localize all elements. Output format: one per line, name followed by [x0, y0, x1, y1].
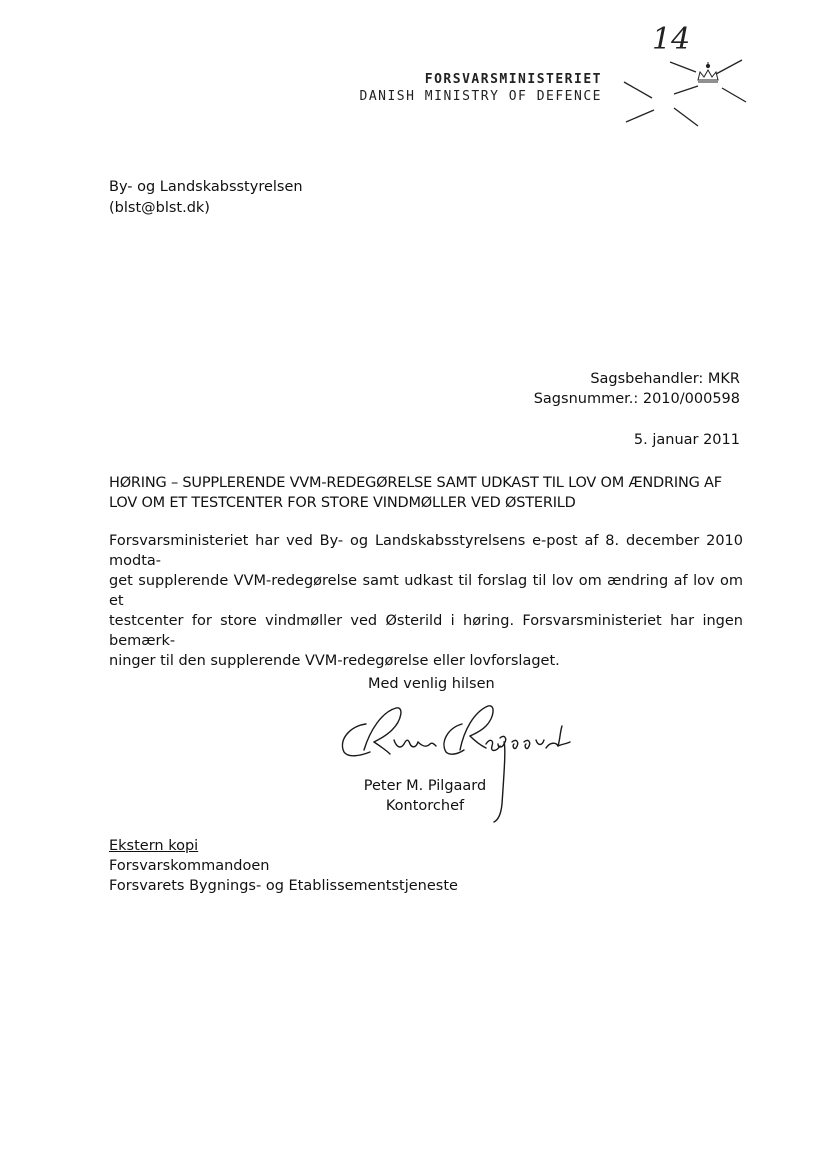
case-number: Sagsnummer.: 2010/000598 [533, 391, 740, 407]
body-line: Forsvarsministeriet har ved By- og Landskabsstyrelsens e-post af 8. december 2010 modta- [109, 533, 743, 569]
logo-stroke [626, 110, 654, 122]
logo-stroke [716, 60, 742, 74]
body-line: get supplerende VVM-redegørelse samt udkast til forslag til lov om ændring af lov om et [109, 573, 743, 609]
logo-stroke [624, 82, 652, 98]
signer-name: Peter M. Pilgaard [363, 778, 487, 794]
external-copy-recipient: Forsvarets Bygnings- og Etablissementstjeneste [109, 878, 458, 894]
ministry-name-danish: FORSVARSMINISTERIET [424, 72, 602, 87]
external-copy-recipient: Forsvarskommandoen [109, 858, 270, 874]
body-line: testcenter for store vindmøller ved Østerild i høring. Forsvarsministeriet har ingen bemærk- [109, 613, 743, 649]
recipient-email: (blst@blst.dk) [109, 200, 210, 216]
letter-body [109, 531, 743, 671]
case-handler: Sagsbehandler: MKR [590, 371, 740, 387]
logo-stroke [674, 108, 698, 126]
closing-greeting: Med venlig hilsen [368, 676, 495, 692]
letter-subject [109, 473, 739, 513]
subject-line: LOV OM ET TESTCENTER FOR STORE VINDMØLLER VED ØSTERILD [109, 495, 576, 511]
crown-icon [698, 62, 718, 82]
signer-title: Kontorchef [385, 798, 465, 814]
subject-line: HØRING – SUPPLERENDE VVM-REDEGØRELSE SAMT UDKAST TIL LOV OM ÆNDRING AF [109, 475, 722, 491]
recipient-name: By- og Landskabsstyrelsen [109, 179, 303, 195]
ministry-crown-logo [618, 50, 748, 130]
page-number: 14 [652, 22, 691, 57]
ministry-name-english: DANISH MINISTRY OF DEFENCE [359, 89, 602, 104]
letter-date: 5. januar 2011 [633, 432, 740, 448]
external-copy-heading: Ekstern kopi [109, 838, 199, 854]
logo-stroke [722, 88, 746, 102]
logo-stroke [674, 86, 698, 94]
body-line: ninger til den supplerende VVM-redegørelse eller lovforslaget. [109, 653, 560, 669]
logo-stroke [670, 62, 696, 72]
